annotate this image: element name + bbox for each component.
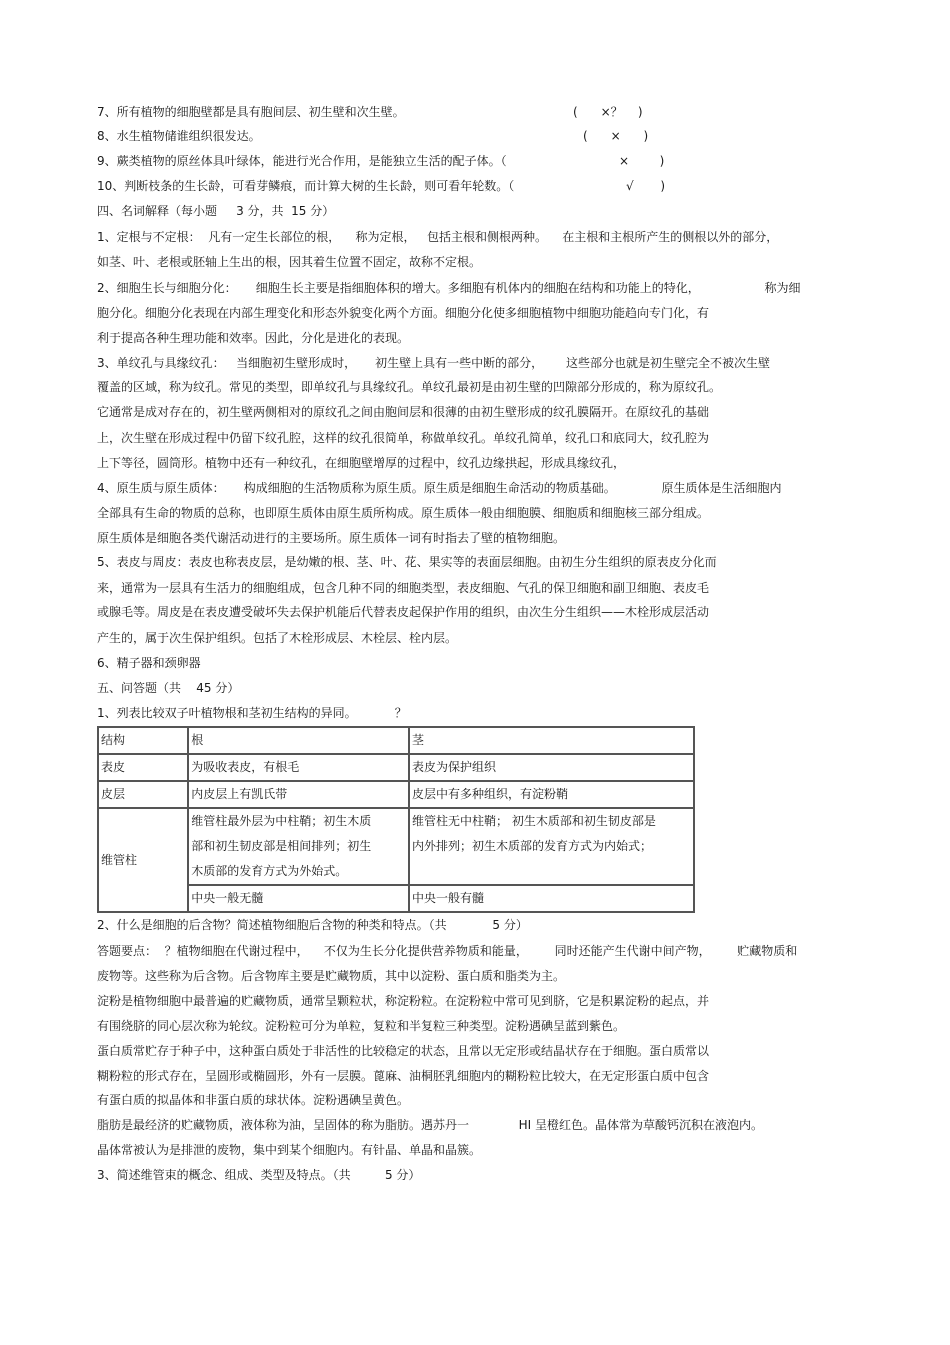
def-line: 胞分化。细胞分化表现在内部生理变化和形态外貌变化两个方面。细胞分化使多细胞植物中细胞功能趋向专门化，有 — [97, 306, 710, 320]
table-row — [98, 808, 694, 885]
answer-line: 有围绕脐的同心层次称为轮纹。淀粉粒可分为单粒，复粒和半复粒三种类型。淀粉遇碘呈蓝到紫色。 — [97, 1019, 626, 1033]
table-cell: 皮层中有多种组织，有淀粉鞘 — [409, 781, 694, 808]
table-cell: 表皮为保护组织 — [409, 754, 694, 781]
question-1: 1、列表比较双子叶植物根和茎初生结构的异同。 ？ — [97, 706, 407, 720]
def-line: 上，次生壁在形成过程中仍留下纹孔腔，这样的纹孔很简单，称做单纹孔。单纹孔简单，纹孔口和底同大，纹孔腔为 — [97, 431, 710, 445]
answer-line: 蛋白质常贮存于种子中，这种蛋白质处于非活性的比较稳定的状态，且常以无定形或结晶状存在于细胞。蛋白质常以 — [97, 1044, 710, 1058]
table-cell — [409, 808, 694, 885]
tf-answer-8: ( × ) — [583, 129, 649, 143]
def-line: 6、精子器和颈卵器 — [97, 656, 201, 670]
answer-line: 有蛋白质的拟晶体和非蛋白质的球状体。淀粉遇碘呈黄色。 — [97, 1093, 410, 1107]
answer-line: 糊粉粒的形式存在，呈圆形或椭圆形，外有一层膜。蓖麻、油桐胚乳细胞内的糊粉粒比较大，在无定形蛋白质中包含 — [97, 1069, 710, 1083]
table-row — [98, 754, 694, 781]
cell-line: 木质部的发育方式为外始式。 — [191, 864, 348, 878]
def-line: 利于提高各种生理功能和效率。因此，分化是进化的表现。 — [97, 331, 410, 345]
answer-line: 废物等。这些称为后含物。后含物库主要是贮藏物质，其中以淀粉、蛋白质和脂类为主。 — [97, 969, 566, 983]
def-line: 4、原生质与原生质体： 构成细胞的生活物质称为原生质。原生质是细胞生命活动的物质基础。 原生质体是生活细胞内 — [97, 481, 782, 495]
def-line: 覆盖的区域，称为纹孔。常见的类型，即单纹孔与具缘纹孔。单纹孔最初是由初生壁的凹隙部分形成的，称为原纹孔。 — [97, 380, 722, 394]
def-line: 产生的，属于次生保护组织。包括了木栓形成层、木栓层、栓内层。 — [97, 631, 458, 645]
cell-line: 维管柱无中柱鞘； 初生木质部和初生韧皮部是 — [412, 814, 656, 828]
tf-answer-7: ( ×？ ) — [573, 105, 643, 119]
section-4-title: 四、名词解释（每小题 3 分，共 15 分） — [97, 204, 335, 218]
tf-answer-9: × ) — [619, 154, 665, 168]
table-row — [98, 781, 694, 808]
table-cell: 为吸收表皮，有根毛 — [188, 754, 409, 781]
tf-item-8: 8、水生植物储谁组织很发达。 — [97, 129, 261, 143]
table-row — [98, 885, 694, 912]
table-header-cell: 结构 — [98, 727, 188, 754]
def-line: 2、细胞生长与细胞分化： 细胞生长主要是指细胞体积的增大。多细胞有机体内的细胞在结构和功能上的特化， 称为细 — [97, 281, 801, 295]
cell-line: 部和初生韧皮部是相间排列；初生 — [191, 839, 372, 853]
tf-item-7: 7、所有植物的细胞壁都是具有胞间层、初生壁和次生壁。 — [97, 105, 405, 119]
section-5-title: 五、问答题（共 45 分） — [97, 681, 240, 695]
def-line: 或腺毛等。周皮是在表皮遭受破坏失去保护机能后代替表皮起保护作用的组织，由次生分生组织——木栓形成层活动 — [97, 605, 710, 619]
question-2: 2、什么是细胞的后含物？简述植物细胞后含物的种类和特点。（共 5 分） — [97, 918, 528, 932]
table-cell: 皮层 — [98, 781, 188, 808]
def-line: 上下等径，圆筒形。植物中还有一种纹孔，在细胞壁增厚的过程中，纹孔边缘拱起，形成具缘纹孔， — [97, 456, 626, 470]
table-header-cell: 茎 — [409, 727, 694, 754]
def-line: 全部具有生命的物质的总称，也即原生质体由原生质所构成。原生质体一般由细胞膜、细胞质和细胞核三部分组成。 — [97, 506, 710, 520]
table-cell: 维管柱 — [98, 808, 188, 912]
answer-line: 脂肪是最经济的贮藏物质，液体称为油，呈固体的称为脂肪。遇苏丹一 HI 呈橙红色。晶体常为草酸钙沉积在液泡内。 — [97, 1118, 763, 1132]
table-cell: 内皮层上有凯氏带 — [188, 781, 409, 808]
cell-line: 维管柱最外层为中柱鞘；初生木质 — [191, 814, 372, 828]
def-line: 5、表皮与周皮：表皮也称表皮层，是幼嫩的根、茎、叶、花、果实等的表面层细胞。由初生分生组织的原表皮分化而 — [97, 555, 717, 569]
def-line: 来，通常为一层具有生活力的细胞组成，包含几种不同的细胞类型，表皮细胞、气孔的保卫细胞和副卫细胞、表皮毛 — [97, 581, 710, 595]
table-cell: 表皮 — [98, 754, 188, 781]
table-cell: 中央一般无髓 — [188, 885, 409, 912]
question-3: 3、简述维管束的概念、组成、类型及特点。（共 5 分） — [97, 1168, 421, 1182]
def-line: 它通常是成对存在的，初生壁两侧相对的原纹孔之间由胞间层和很薄的由初生壁形成的纹孔膜隔开。在原纹孔的基础 — [97, 405, 710, 419]
tf-item-9: 9、蕨类植物的原丝体具叶绿体，能进行光合作用，是能独立生活的配子体。（ — [97, 154, 507, 168]
table-cell: 中央一般有髓 — [409, 885, 694, 912]
table-header-cell: 根 — [188, 727, 409, 754]
def-line: 原生质体是细胞各类代谢活动进行的主要场所。原生质体一词有时指去了壁的植物细胞。 — [97, 531, 566, 545]
def-line: 3、单纹孔与具缘纹孔： 当细胞初生壁形成时， 初生壁上具有一些中断的部分， 这些部分也就是初生壁完全不被次生壁 — [97, 356, 771, 370]
answer-line: 答题要点： ？植物细胞在代谢过程中， 不仅为生长分化提供营养物质和能量， 同时还能产生代谢中间产物， 贮藏物质和 — [97, 944, 798, 958]
table-header-row — [98, 727, 694, 754]
def-line: 如茎、叶、老根或胚轴上生出的根，因其着生位置不固定，故称不定根。 — [97, 255, 482, 269]
answer-line: 淀粉是植物细胞中最普遍的贮藏物质，通常呈颗粒状，称淀粉粒。在淀粉粒中常可见到脐，它是积累淀粉的起点，并 — [97, 994, 710, 1008]
table-cell — [188, 808, 409, 885]
answer-line: 晶体常被认为是排泄的废物，集中到某个细胞内。有针晶、单晶和晶簇。 — [97, 1143, 482, 1157]
tf-answer-10: √ ) — [626, 179, 666, 193]
cell-line: 内外排列；初生木质部的发育方式为内始式； — [412, 839, 653, 853]
comparison-table — [97, 726, 695, 913]
def-line: 1、定根与不定根： 凡有一定生长部位的根， 称为定根， 包括主根和侧根两种。 在主根和主根所产生的侧根以外的部分， — [97, 230, 779, 244]
tf-item-10: 10、判断枝条的生长龄，可看芽鳞痕，而计算大树的生长龄，则可看年轮数。（ — [97, 179, 515, 193]
